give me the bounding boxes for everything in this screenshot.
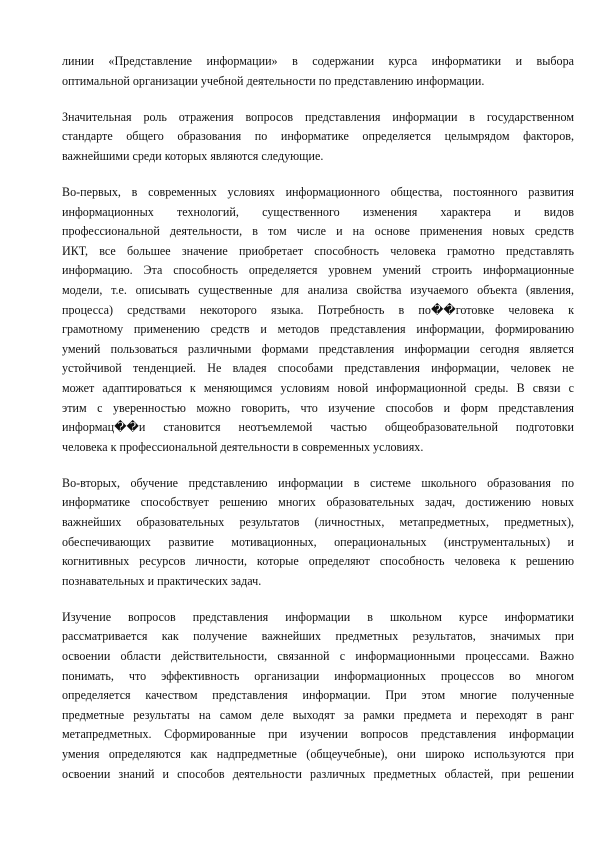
paragraph-2	[62, 108, 574, 167]
text-line: оптимальной организации учебной деятельности по представлению информации.	[62, 73, 485, 88]
text-line: умения определяются как надпредметные (общеучебные), они широко используются при	[62, 747, 574, 761]
text-line: обеспечивающих развитие мотивационных, операциональных (инструментальных) и	[62, 534, 574, 549]
paragraph-4	[62, 474, 574, 592]
text-line: ИКТ, все большее значение приобретает способность человека грамотно представлять	[62, 243, 574, 258]
text-line: важнейших образовательных результатов (личностных, метапредметных, предметных),	[62, 514, 574, 529]
text-line: освоении области действительности, связанной с информационными процессами. Важно	[62, 649, 574, 664]
document-page	[62, 52, 574, 801]
text-line: профессиональной деятельности, в том числе и на основе применения новых средств	[62, 224, 574, 239]
text-line: важнейшими среди которых являются следующие.	[62, 148, 324, 163]
text-line: устойчивой тенденцией. Не владея способами представления информации, человек не	[62, 361, 574, 376]
text-line: предметные результаты на самом деле выходят за рамки предмета и переходят в ранг	[62, 707, 574, 722]
text-line: познавательных и практических задач.	[62, 573, 262, 588]
paragraph-5	[62, 608, 574, 784]
text-line: линии «Представление информации» в содержании курса информатики и выбора	[62, 54, 574, 68]
text-line: Значительная роль отражения вопросов представления информации в государственном	[62, 109, 574, 124]
text-line: Во-вторых, обучение представлению информации в системе школьного образования по	[62, 475, 574, 490]
text-line: умений пользоваться различными формами представления информации сегодня является	[62, 341, 574, 356]
text-line: Во-первых, в современных условиях информационного общества, постоянного развития	[62, 184, 574, 199]
text-line: информатике способствует решению многих образовательных задач, достижению новых	[62, 495, 574, 510]
text-line: процесса) средствами некоторого языка. Потребность в по��готовке человека к	[62, 302, 574, 317]
text-line: этим с уверенностью можно говорить, что изучение способов и форм представления	[62, 400, 574, 415]
text-line: модели, т.е. описывать существенные для анализа свойства изучаемого объекта (явления,	[62, 282, 574, 297]
text-line: когнитивных ресурсов личности, которые определяют способность человека к решению	[62, 554, 574, 569]
text-line: определяется качеством представления информации. При этом многие полученные	[62, 688, 574, 703]
text-line: рассматривается как получение важнейших предметных результатов, значимых при	[62, 629, 574, 644]
text-line: стандарте общего образования по информатике определяется целымрядом факторов,	[62, 129, 574, 144]
text-line: информац��и становится неотъемлемой частью общеобразовательной подготовки	[62, 420, 574, 435]
text-line: информационных технологий, существенного изменения характера и видов	[62, 204, 574, 219]
text-line: человека к профессиональной деятельности в современных условиях.	[62, 439, 424, 454]
text-line: грамотному применению средств и методов представления информации, формированию	[62, 322, 574, 337]
paragraph-3	[62, 183, 574, 457]
paragraph-1	[62, 52, 574, 91]
text-line: может адаптироваться к меняющимся условиям новой информационной среды. В связи с	[62, 380, 574, 395]
text-line: метапредметных. Сформированные при изучении вопросов представления информации	[62, 727, 574, 742]
text-line: информацию. Эта способность определяется уровнем умений строить информационные	[62, 263, 574, 278]
text-line: освоении знаний и способов деятельности различных предметных областей, при решении	[62, 766, 574, 781]
text-line: понимать, что эффективность организации информационных процессов во многом	[62, 668, 574, 683]
text-line: Изучение вопросов представления информации в школьном курсе информатики	[62, 609, 574, 624]
